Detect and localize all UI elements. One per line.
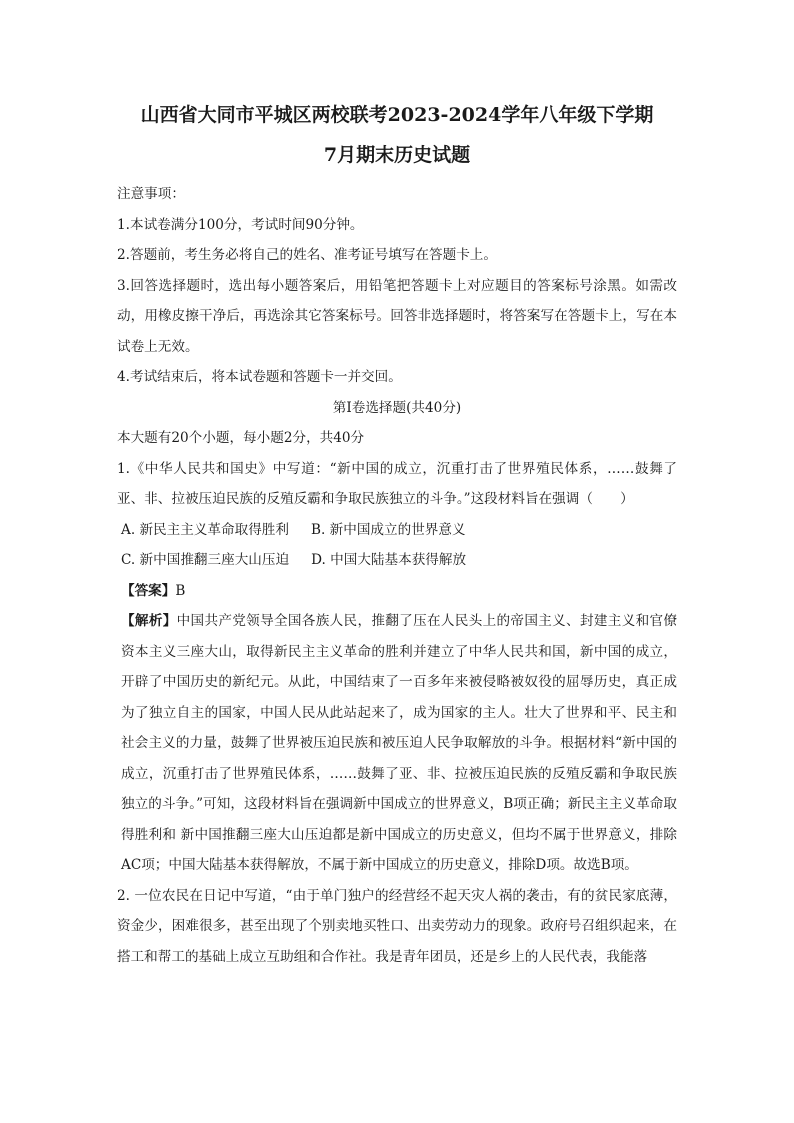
answer-value: B: [175, 582, 186, 599]
note-item-3: 3.回答选择题时，选出每小题答案后，用铅笔把答题卡上对应题目的答案标号涂黑。如需改动，用橡皮擦干净后，再选涂其它答案标号。回答非选择题时，将答案写在答题卡上，写在本试卷上无效。: [117, 277, 677, 355]
document-title-line-1: 山西省大同市平城区两校联考2023-2024学年八年级下学期: [140, 104, 654, 126]
section-intro: 本大题有20个小题，每小题2分，共40分: [117, 430, 365, 446]
option-a: A. 新民主主义革命取得胜利: [121, 521, 289, 538]
analysis-label: 【解析】: [121, 613, 177, 629]
analysis-text: 中国共产党领导全国各族人民，推翻了压在人民头上的帝国主义、封建主义和官僚资本主义三座大山，取得新民主主义革命的胜利并建立了中华人民共和国，新中国的成立，开辟了中国历史的新纪元。从此，中国结束了一百多年来被侵略被奴役的屈辱历史，真正成为了独立自主的国家，中国人民从此站起来了，成为国家的主人。壮大了世界和平、民主和社会主义的力量，鼓舞了世界被压迫民族和被压迫人民争取解放的斗争。根据材料“新中国的成立，沉重打击了世界殖民体系，……鼓舞了亚、非、拉被压迫民族的反殖反霸和争取民族独立的斗争。”可知，这段材料旨在强调新中国成立的世界意义，B项正确；新民主主义革命取得胜利和 新中国推翻三座大山压迫都是新中国成立的历史意义，但均不属于世界意义，排除AC项；中国大陆基本获得解放，不属于新中国成立的历史意义，排除D项。故选B项。: [121, 613, 678, 873]
note-item-1: 1.本试卷满分100分，考试时间90分钟。: [117, 216, 364, 233]
question-1-options-row-2: [117, 545, 677, 576]
note-item-4: 4.考试结束后，将本试卷题和答题卡一并交回。: [117, 369, 402, 385]
option-b: B. 新中国成立的世界意义: [311, 521, 466, 538]
question-1-analysis: [117, 606, 677, 881]
document-title-line-2: 7月期末历史试题: [323, 144, 471, 166]
question-1-answer: [117, 576, 677, 607]
note-item-2: 2.答题前，考生务必将自己的姓名、准考证号填写在答题卡上。: [117, 247, 497, 263]
notes-heading: 注意事项：: [117, 186, 185, 202]
section-heading: 第Ⅰ卷选择题(共40分): [332, 399, 462, 416]
question-2-stem: 2. 一位农民在日记中写道，“由于单门独户的经营经不起天灾人祸的袭击，有的贫民家底薄，资金少，困难很多，甚至出现了个别卖地买牲口、出卖劳动力的现象。政府号召组织起来，在搭工和帮工的基础上成立互助组和合作社。我是青年团员，还是乡上的人民代表，我能落: [117, 887, 677, 965]
answer-label: 【答案】: [121, 582, 176, 599]
question-1-stem: 1.《中华人民共和国史》中写道：“新中国的成立，沉重打击了世界殖民体系，……鼓舞了亚、非、拉被压迫民族的反殖反霸和争取民族独立的斗争。”这段材料旨在强调（ ）: [117, 460, 677, 507]
option-c: C. 新中国推翻三座大山压迫: [121, 552, 290, 568]
question-1-options-row-1: [117, 515, 677, 546]
document-page: [117, 95, 677, 972]
option-d: D. 中国大陆基本获得解放: [311, 552, 467, 568]
